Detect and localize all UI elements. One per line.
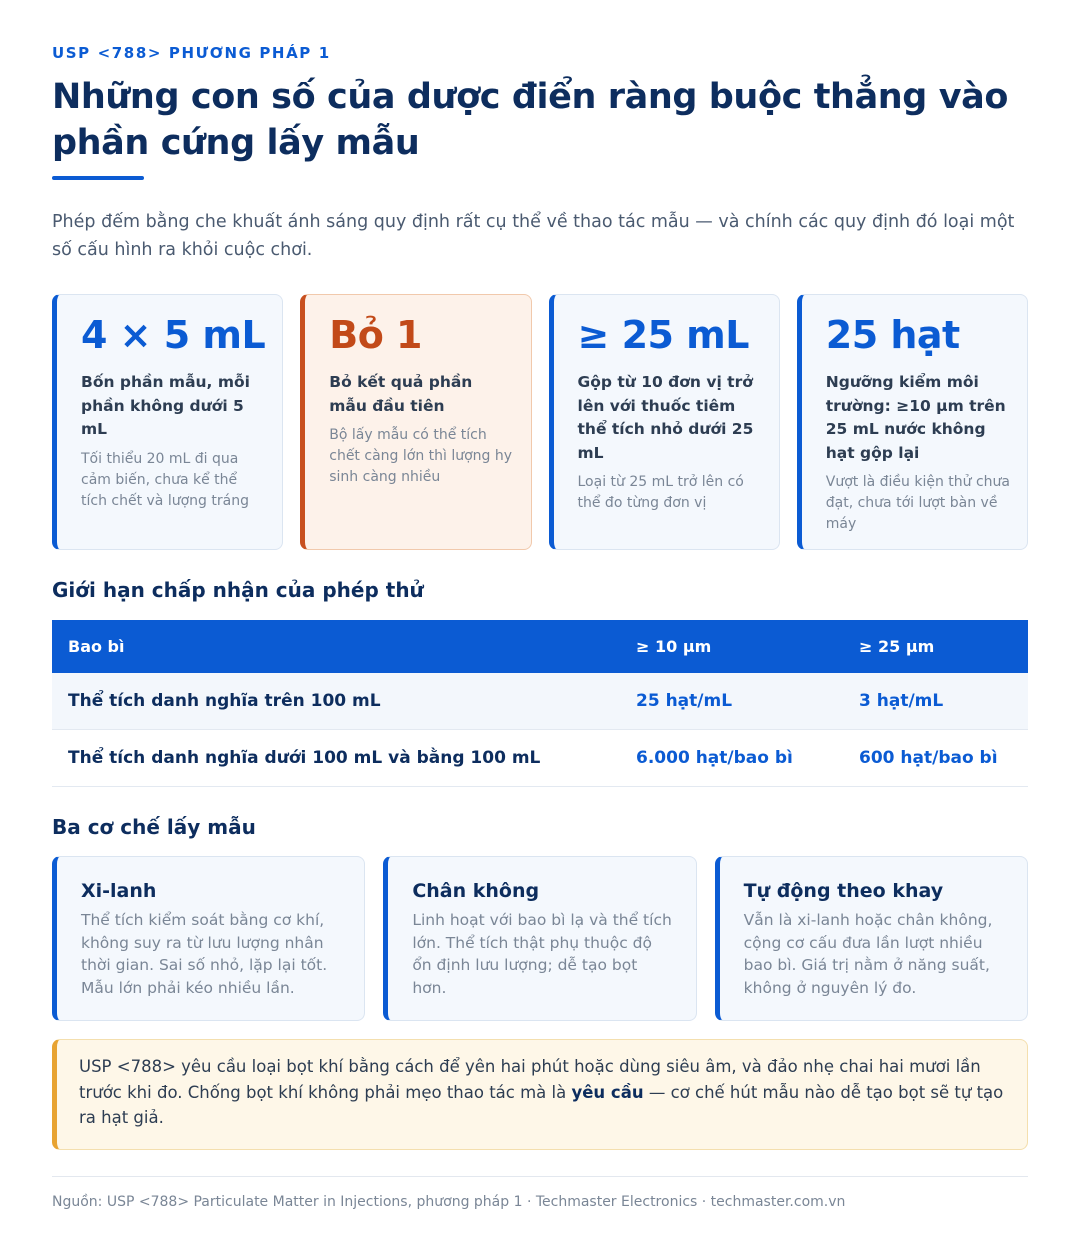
stat-cards (52, 294, 1028, 550)
stat-card-sample-portions (52, 294, 283, 550)
mechanism-card-vacuum (383, 856, 696, 1021)
stat-value: ≥ 25 mL (577, 313, 749, 357)
mechanism-card-tray (715, 856, 1028, 1021)
callout-text: USP <788> yêu cầu loại bọt khí bằng cách để yên hai phút hoặc dùng siêu âm, và đảo nhẹ chai hai mươi lần trước khi đo. Chống bọt khí không phải mẹo thao tác mà là (79, 1057, 981, 1102)
callout-text-end: — cơ chế hút mẫu nào dễ tạo bọt sẽ tự tạo ra hạt giả. (79, 1082, 1004, 1127)
mechanism-cards (52, 856, 1028, 1021)
footer-divider (52, 1176, 1028, 1177)
table-cell-10um: 6.000 hạt/bao bì (620, 730, 843, 787)
callout-emphasis: yêu cầu (571, 1082, 644, 1102)
stat-value: Bỏ 1 (329, 313, 422, 357)
mechanisms-heading: Ba cơ chế lấy mẫu (52, 815, 256, 839)
table-cell-25um: 600 hạt/bao bì (843, 730, 1028, 787)
mechanism-body: Vẫn là xi-lanh hoặc chân không, cộng cơ cấu đưa lần lượt nhiều bao bì. Giá trị nằm ở năng suất, không ở nguyên lý đo. (743, 911, 993, 997)
stat-card-discard-first (300, 294, 531, 550)
acceptance-limits-table (52, 620, 1028, 787)
source-footer: Nguồn: USP <788> Particulate Matter in Injections, phương pháp 1 · Techmaster Electronics · techmaster.com.vn (52, 1194, 846, 1210)
eyebrow: USP <788> PHƯƠNG PHÁP 1 (52, 44, 331, 62)
limits-heading: Giới hạn chấp nhận của phép thử (52, 578, 424, 602)
mechanism-title: Xi-lanh (81, 880, 157, 902)
column-header-container: Bao bì (52, 620, 620, 673)
stat-description: Bốn phần mẫu, mỗi phần không dưới 5 mL (81, 373, 250, 438)
stat-description: Ngưỡng kiểm môi trường: ≥10 µm trên 25 mL nước không hạt gộp lại (825, 373, 1006, 462)
table-row (52, 673, 1028, 730)
stat-note: Loại từ 25 mL trở lên có thể đo từng đơn vị (577, 474, 744, 511)
table-cell-25um: 3 hạt/mL (843, 673, 1028, 730)
title-underline (52, 176, 144, 180)
stat-note: Vượt là điều kiện thử chưa đạt, chưa tới lượt bàn về máy (825, 474, 1010, 532)
stat-note: Tối thiểu 20 mL đi qua cảm biến, chưa kể thể tích chết và lượng tráng (81, 450, 249, 509)
stat-description: Gộp từ 10 đơn vị trở lên với thuốc tiêm thể tích nhỏ dưới 25 mL (577, 373, 754, 462)
stat-card-environment-threshold (797, 294, 1028, 550)
table-row (52, 730, 1028, 787)
mechanism-body: Linh hoạt với bao bì lạ và thể tích lớn. Thể tích thật phụ thuộc độ ổn định lưu lượng; dễ tạo bọt hơn. (412, 911, 672, 997)
table-header-row (52, 620, 1028, 673)
stat-value: 25 hạt (825, 313, 960, 357)
lede-paragraph: Phép đếm bằng che khuất ánh sáng quy định rất cụ thể về thao tác mẫu — và chính các quy định đó loại một số cấu hình ra khỏi cuộc chơi. (52, 212, 1015, 260)
table-cell-container: Thể tích danh nghĩa trên 100 mL (52, 673, 620, 730)
mechanism-title: Tự động theo khay (743, 880, 944, 902)
page-title: Những con số của dược điển ràng buộc thẳng vào phần cứng lấy mẫu (52, 77, 1009, 163)
mechanism-title: Chân không (412, 880, 540, 902)
stat-value: 4 × 5 mL (81, 313, 266, 357)
table-cell-container: Thể tích danh nghĩa dưới 100 mL và bằng 100 mL (52, 730, 620, 787)
table-cell-10um: 25 hạt/mL (620, 673, 843, 730)
column-header-25um: ≥ 25 µm (843, 620, 1028, 673)
stat-note: Bộ lấy mẫu có thể tích chết càng lớn thì lượng hy sinh càng nhiều (329, 427, 513, 485)
column-header-10um: ≥ 10 µm (620, 620, 843, 673)
stat-card-pooled-volume (549, 294, 780, 550)
mechanism-card-syringe (52, 856, 365, 1021)
mechanism-body: Thể tích kiểm soát bằng cơ khí, không suy ra từ lưu lượng nhân thời gian. Sai số nhỏ, lặp lại tốt. Mẫu lớn phải kéo nhiều lần. (81, 911, 328, 997)
bubble-warning-callout (52, 1039, 1028, 1150)
stat-description: Bỏ kết quả phần mẫu đầu tiên (329, 373, 473, 415)
